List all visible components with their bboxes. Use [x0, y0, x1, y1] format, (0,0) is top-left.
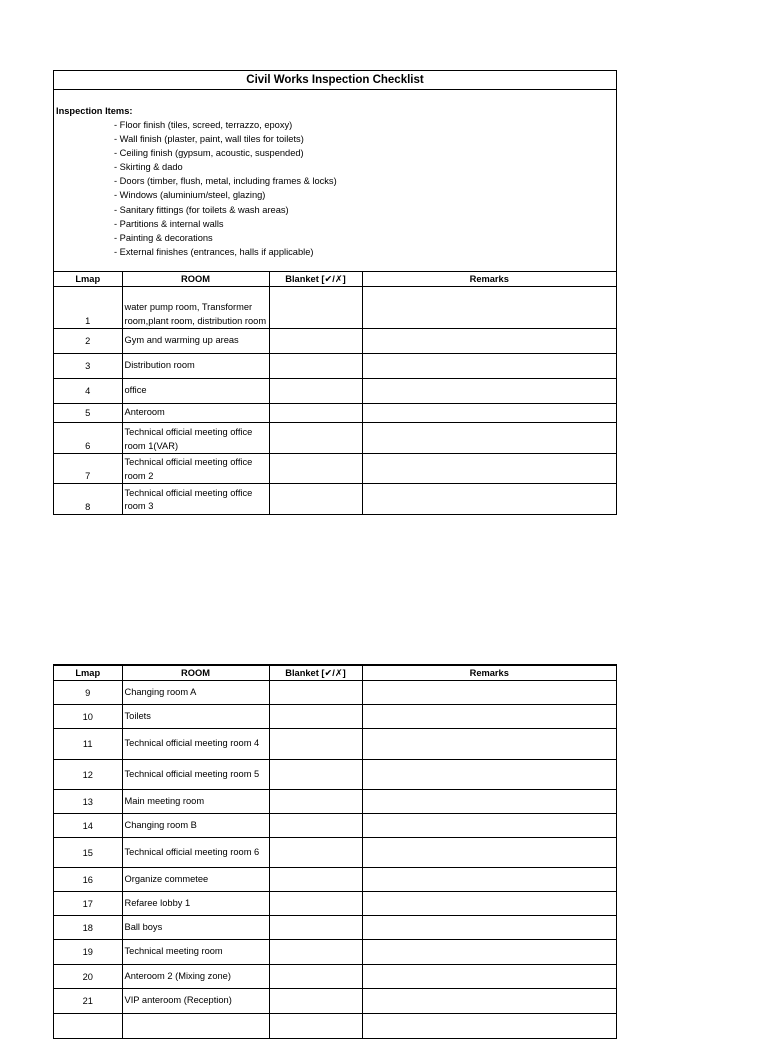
inspection-item: - Windows (aluminium/steel, glazing): [114, 190, 266, 201]
table-row: [54, 760, 616, 790]
table-row: [54, 681, 616, 705]
lmap-cell: 9: [54, 681, 122, 705]
lmap-cell: 14: [54, 814, 122, 838]
remarks-cell[interactable]: [362, 790, 616, 814]
room-cell: Anteroom 2 (Mixing zone): [122, 965, 269, 989]
remarks-cell[interactable]: [362, 287, 616, 329]
room-cell: Changing room B: [122, 814, 269, 838]
blanket-cell[interactable]: [269, 484, 362, 514]
inspection-item: - Partitions & internal walls: [114, 218, 224, 229]
blanket-cell[interactable]: [269, 1014, 362, 1039]
lmap-cell: 16: [54, 868, 122, 892]
table-row: [54, 916, 616, 940]
lmap-cell: [54, 1014, 122, 1039]
remarks-cell[interactable]: [362, 916, 616, 940]
blanket-cell[interactable]: [269, 916, 362, 940]
inspection-item: - Wall finish (plaster, paint, wall tiles for toilets): [114, 134, 304, 145]
table-row: [54, 989, 616, 1014]
header-room: ROOM: [122, 666, 269, 681]
lmap-cell: 4: [54, 379, 122, 404]
table-row: [54, 814, 616, 838]
table-row: [54, 287, 616, 329]
lmap-cell: 18: [54, 916, 122, 940]
room-cell: office: [122, 379, 269, 404]
lmap-cell: 19: [54, 940, 122, 965]
room-table-2-body: [54, 681, 616, 1039]
blanket-cell[interactable]: [269, 790, 362, 814]
header-room: ROOM: [122, 272, 269, 287]
remarks-cell[interactable]: [362, 454, 616, 484]
room-cell: Technical official meeting room 5: [122, 760, 269, 790]
lmap-cell: 21: [54, 989, 122, 1014]
table-row: [54, 379, 616, 404]
room-cell: Refaree lobby 1: [122, 892, 269, 916]
room-cell: Organize commetee: [122, 868, 269, 892]
lmap-cell: 15: [54, 838, 122, 868]
blanket-cell[interactable]: [269, 965, 362, 989]
blanket-cell[interactable]: [269, 838, 362, 868]
lmap-cell: 1: [54, 287, 122, 329]
room-cell: Technical official meeting room 6: [122, 838, 269, 868]
blanket-cell[interactable]: [269, 423, 362, 454]
lmap-cell: 10: [54, 705, 122, 729]
inspection-item: - Ceiling finish (gypsum, acoustic, suspended): [114, 148, 304, 159]
room-cell: Technical official meeting office room 2: [122, 454, 269, 484]
room-table-1: [54, 271, 616, 514]
header-lmap: Lmap: [54, 272, 122, 287]
table-row: [54, 940, 616, 965]
blanket-cell[interactable]: [269, 989, 362, 1014]
lmap-cell: 8: [54, 484, 122, 514]
table-row: [54, 838, 616, 868]
room-cell: Technical official meeting office room 3: [122, 484, 269, 514]
blanket-cell[interactable]: [269, 705, 362, 729]
lmap-cell: 12: [54, 760, 122, 790]
blanket-cell[interactable]: [269, 379, 362, 404]
checklist-sheet-2: [53, 664, 617, 1039]
room-cell: Anteroom: [122, 404, 269, 423]
remarks-cell[interactable]: [362, 989, 616, 1014]
blanket-cell[interactable]: [269, 729, 362, 760]
remarks-cell[interactable]: [362, 814, 616, 838]
remarks-cell[interactable]: [362, 484, 616, 514]
remarks-cell[interactable]: [362, 892, 616, 916]
header-blanket: Blanket [✔/✗]: [269, 666, 362, 681]
inspection-item: - Doors (timber, flush, metal, including frames & locks): [114, 176, 337, 187]
blanket-cell[interactable]: [269, 760, 362, 790]
room-cell: Changing room A: [122, 681, 269, 705]
table-row: [54, 423, 616, 454]
inspection-item: - Painting & decorations: [114, 232, 213, 243]
room-cell: [122, 1014, 269, 1039]
header-remarks: Remarks: [362, 272, 616, 287]
lmap-cell: 6: [54, 423, 122, 454]
table-row: [54, 729, 616, 760]
blanket-cell[interactable]: [269, 814, 362, 838]
table-header-row: [54, 666, 616, 681]
inspection-item: - Sanitary fittings (for toilets & wash areas): [114, 204, 289, 215]
remarks-cell[interactable]: [362, 705, 616, 729]
room-cell: water pump room, Transformer room,plant room, distribution room: [122, 287, 269, 329]
table-row: [54, 1014, 616, 1039]
header-blanket: Blanket [✔/✗]: [269, 272, 362, 287]
lmap-cell: 7: [54, 454, 122, 484]
remarks-cell[interactable]: [362, 329, 616, 354]
lmap-cell: 3: [54, 354, 122, 379]
blanket-cell[interactable]: [269, 404, 362, 423]
blanket-cell[interactable]: [269, 329, 362, 354]
table-row: [54, 354, 616, 379]
blanket-cell[interactable]: [269, 287, 362, 329]
table-row: [54, 868, 616, 892]
checklist-sheet-1: [53, 70, 617, 515]
remarks-cell[interactable]: [362, 1014, 616, 1039]
lmap-cell: 20: [54, 965, 122, 989]
table-row: [54, 454, 616, 484]
table-row: [54, 329, 616, 354]
blanket-cell[interactable]: [269, 354, 362, 379]
blanket-cell[interactable]: [269, 868, 362, 892]
blanket-cell[interactable]: [269, 681, 362, 705]
remarks-cell[interactable]: [362, 965, 616, 989]
inspection-items-list: [56, 118, 616, 259]
remarks-cell[interactable]: [362, 681, 616, 705]
remarks-cell[interactable]: [362, 354, 616, 379]
remarks-cell[interactable]: [362, 404, 616, 423]
inspection-items-section: [54, 90, 616, 271]
room-table-2: [54, 665, 616, 1039]
lmap-cell: 17: [54, 892, 122, 916]
remarks-cell[interactable]: [362, 940, 616, 965]
lmap-cell: 5: [54, 404, 122, 423]
inspection-items-heading: Inspection Items:: [56, 106, 133, 116]
remarks-cell[interactable]: [362, 760, 616, 790]
remarks-cell[interactable]: [362, 868, 616, 892]
remarks-cell[interactable]: [362, 423, 616, 454]
header-lmap: Lmap: [54, 666, 122, 681]
table-row: [54, 404, 616, 423]
room-cell: Technical meeting room: [122, 940, 269, 965]
remarks-cell[interactable]: [362, 729, 616, 760]
remarks-cell[interactable]: [362, 838, 616, 868]
inspection-item: - Skirting & dado: [114, 162, 183, 173]
lmap-cell: 11: [54, 729, 122, 760]
room-cell: Ball boys: [122, 916, 269, 940]
blanket-cell[interactable]: [269, 454, 362, 484]
lmap-cell: 13: [54, 790, 122, 814]
blanket-cell[interactable]: [269, 892, 362, 916]
room-cell: Main meeting room: [122, 790, 269, 814]
room-cell: Distribution room: [122, 354, 269, 379]
table-row: [54, 484, 616, 514]
lmap-cell: 2: [54, 329, 122, 354]
room-cell: Gym and warming up areas: [122, 329, 269, 354]
table-header-row: [54, 272, 616, 287]
inspection-item: - External finishes (entrances, halls if applicable): [114, 246, 314, 257]
room-cell: Toilets: [122, 705, 269, 729]
table-row: [54, 965, 616, 989]
table-row: [54, 790, 616, 814]
document-title: Civil Works Inspection Checklist: [54, 71, 616, 90]
room-table-1-body: [54, 287, 616, 514]
room-cell: VIP anteroom (Reception): [122, 989, 269, 1014]
table-row: [54, 892, 616, 916]
inspection-item: - Floor finish (tiles, screed, terrazzo, epoxy): [114, 120, 293, 130]
remarks-cell[interactable]: [362, 379, 616, 404]
room-cell: Technical official meeting room 4: [122, 729, 269, 760]
header-remarks: Remarks: [362, 666, 616, 681]
blanket-cell[interactable]: [269, 940, 362, 965]
room-cell: Technical official meeting office room 1(VAR): [122, 423, 269, 454]
table-row: [54, 705, 616, 729]
